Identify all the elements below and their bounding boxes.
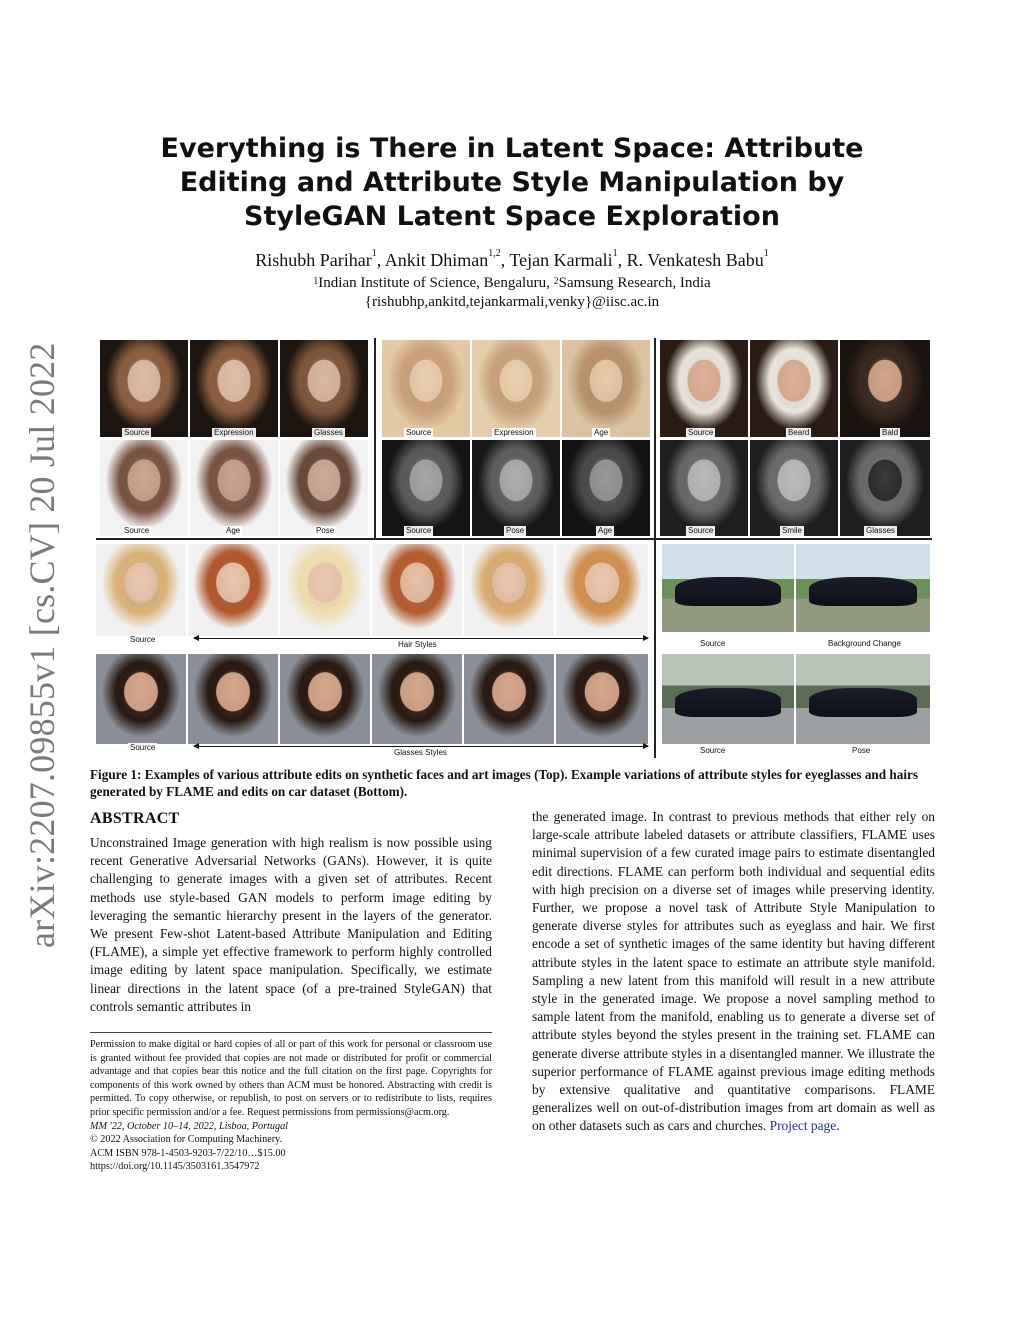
car-image (796, 544, 930, 632)
figure-label: Source (130, 743, 156, 752)
art-image (472, 340, 560, 437)
car-image (796, 654, 930, 744)
art-image (562, 340, 650, 437)
author-sup: 1 (612, 248, 618, 259)
affiliation-1: Indian Institute of Science, Bengaluru, (318, 275, 550, 291)
face-image (100, 440, 188, 536)
doi-line: https://doi.org/10.1145/3503161.3547972 (90, 1161, 260, 1173)
face-image (280, 440, 368, 536)
figure-label: Glasses (866, 526, 895, 535)
affil-sup: 1 (313, 276, 319, 287)
copyright-line: © 2022 Association for Computing Machinery. (90, 1134, 283, 1146)
affiliation-2: Samsung Research, India (558, 275, 711, 291)
glasses-image (188, 654, 278, 744)
art-image (562, 440, 650, 536)
author-emails: {rishubhp,ankitd,tejankarmali,venky}@iisc.ac.in (364, 294, 660, 310)
figure-label: Beard (788, 428, 810, 437)
art-image (750, 440, 838, 536)
art-image (840, 340, 930, 437)
figure-label: Age (226, 526, 241, 535)
panel-divider (654, 540, 656, 758)
figure-label: Pose (316, 526, 335, 535)
face-image (190, 440, 278, 536)
footnote (90, 1038, 492, 1174)
figure-label: Source (700, 639, 726, 648)
paper-title: Everything is There in Latent Space: Attribute Editing and Attribute Style Manipulation by StyleGAN Latent Space Exploration (160, 133, 864, 232)
figure-label: Source (130, 635, 156, 644)
art-image (750, 340, 838, 437)
arxiv-identifier: arXiv:2207.09855v1 [cs.CV] 20 Jul 2022 (22, 342, 62, 948)
art-image (382, 340, 470, 437)
figure-label: Source (124, 428, 150, 437)
figure-label: Expression (494, 428, 534, 437)
figure-label: Source (124, 526, 150, 535)
figure-1 (96, 338, 932, 758)
author-name: Tejan Karmali (509, 250, 613, 270)
panel-divider (96, 538, 932, 540)
permission-notice: Permission to make digital or hard copies of all or part of this work for personal or classroom use is granted without fee provided that copies are not made or distributed for profit or commercial advantage and that copies bear this notice and the full citation on the first page. Copyrights for components of this work owned by others than ACM must be honored. Abstracting with credit is permitted. To copy otherwise, or republish, to post on servers or to redistribute to lists, requires prior specific permission and/or a fee. Request permissions from permissions@acm.org. (90, 1039, 492, 1118)
face-image (190, 340, 278, 437)
figure-label: Smile (782, 526, 803, 535)
affil-sup: 2 (553, 276, 559, 287)
hair-image (96, 544, 186, 636)
glasses-image (280, 654, 370, 744)
hair-image (372, 544, 462, 636)
author-sup: 1 (371, 248, 377, 259)
panel-divider (374, 338, 376, 538)
figure-label: Glasses Styles (394, 748, 447, 757)
figure-label: Source (406, 428, 432, 437)
car-image (662, 654, 794, 744)
link-suffix: . (836, 1118, 840, 1134)
glasses-image (556, 654, 648, 744)
footnote-rule (90, 1032, 492, 1033)
figure-label: Pose (506, 526, 525, 535)
figure-label: Background Change (828, 639, 901, 648)
art-image (660, 440, 748, 536)
art-image (840, 440, 930, 536)
figure-label: Glasses (314, 428, 343, 437)
figure-label: Source (688, 526, 714, 535)
figure-caption: Figure 1: Examples of various attribute edits on synthetic faces and art images (Top). Example variations of attribute styles for eyeglasses and hairs generated by FLAME and edits on car dataset (Bottom). (90, 767, 918, 799)
venue-line: MM '22, October 10–14, 2022, Lisboa, Portugal (90, 1120, 288, 1132)
face-image (280, 340, 368, 437)
abstract-heading: ABSTRACT (90, 810, 180, 827)
figure-label: Source (700, 746, 726, 755)
hair-image (464, 544, 554, 636)
author-name: R. Venkatesh Babu (626, 250, 764, 270)
glasses-image (464, 654, 554, 744)
art-image (382, 440, 470, 536)
hair-image (556, 544, 648, 636)
art-image (472, 440, 560, 536)
isbn-line: ACM ISBN 978-1-4503-9203-7/22/10…$15.00 (90, 1147, 286, 1159)
author-list: Rishubh Parihar$^1$, Ankit Dhiman$^{1,2}$, Tejan Karmali$^1$, R. Venkatesh Babu$^1$ (255, 248, 769, 270)
figure-label: Age (594, 428, 609, 437)
face-image (100, 340, 188, 437)
abstract-text-left: Unconstrained Image generation with high realism is now possible using recent Generative Adversarial Networks (GANs). However, it is quite challenging to generate images with a given set of attributes. Recent methods use style-based GAN models to perform image editing by leveraging the semantic hierarchy present in the layers of the generator. We present Few-shot Latent-based Attribute Manipulation and Editing (FLAME), a simple yet effective framework to perform highly controlled image editing by latent space manipulation. Specifically, we estimate linear directions in the latent space (of a pre-trained StyleGAN) that controls semantic attributes in (90, 835, 492, 1014)
figure-label: Age (598, 526, 613, 535)
art-image (660, 340, 748, 437)
panel-divider (654, 338, 656, 538)
figure-label: Hair Styles (398, 640, 437, 649)
figure-label: Source (406, 526, 432, 535)
span-arrow (194, 638, 648, 639)
figure-label: Bald (882, 428, 899, 437)
figure-label: Expression (214, 428, 254, 437)
car-image (662, 544, 794, 632)
figure-label: Pose (852, 746, 871, 755)
affiliations (110, 274, 914, 293)
hair-image (280, 544, 370, 636)
hair-image (188, 544, 278, 636)
glasses-image (372, 654, 462, 744)
abstract-right-body: the generated image. In contrast to previous methods that either rely on large-scale attribute labeled datasets or attribute classifiers, FLAME uses minimal supervision of a few curated image pairs to estimate disentangled edit directions. FLAME can perform both individual and sequential edits with high precision on a diverse set of images while preserving identity. Further, we propose a novel task of Attribute Style Manipulation to generate diverse styles for attributes such as eyeglass and hair. We first encode a set of synthetic images of the same identity but having different attribute styles in the latent space to estimate an attribute style manifold. Sampling a new latent from this manifold will result in a new attribute style in the generated image. We propose a novel sampling method to sample latent from the manifold, enabling us to generate a diverse set of attribute styles beyond the styles present in the training set. FLAME can generate diverse attribute styles in a disentangled manner. We illustrate the superior performance of FLAME against previous image editing methods by extensive qualitative and quantitative comparisons. FLAME generalizes well on out-of-distribution images from art domain as well as on other datasets such as cars and churches. (532, 809, 935, 1134)
figure-label: Source (688, 428, 714, 437)
glasses-image (96, 654, 186, 744)
author-sup: 1 (763, 248, 769, 259)
author-name: Rishubh Parihar (255, 250, 372, 270)
span-arrow (194, 746, 648, 747)
project-page-link[interactable]: Project page (769, 1118, 837, 1134)
abstract-text-right (532, 808, 935, 1136)
author-name: Ankit Dhiman (384, 250, 489, 270)
author-sup: 1,2 (488, 248, 501, 259)
